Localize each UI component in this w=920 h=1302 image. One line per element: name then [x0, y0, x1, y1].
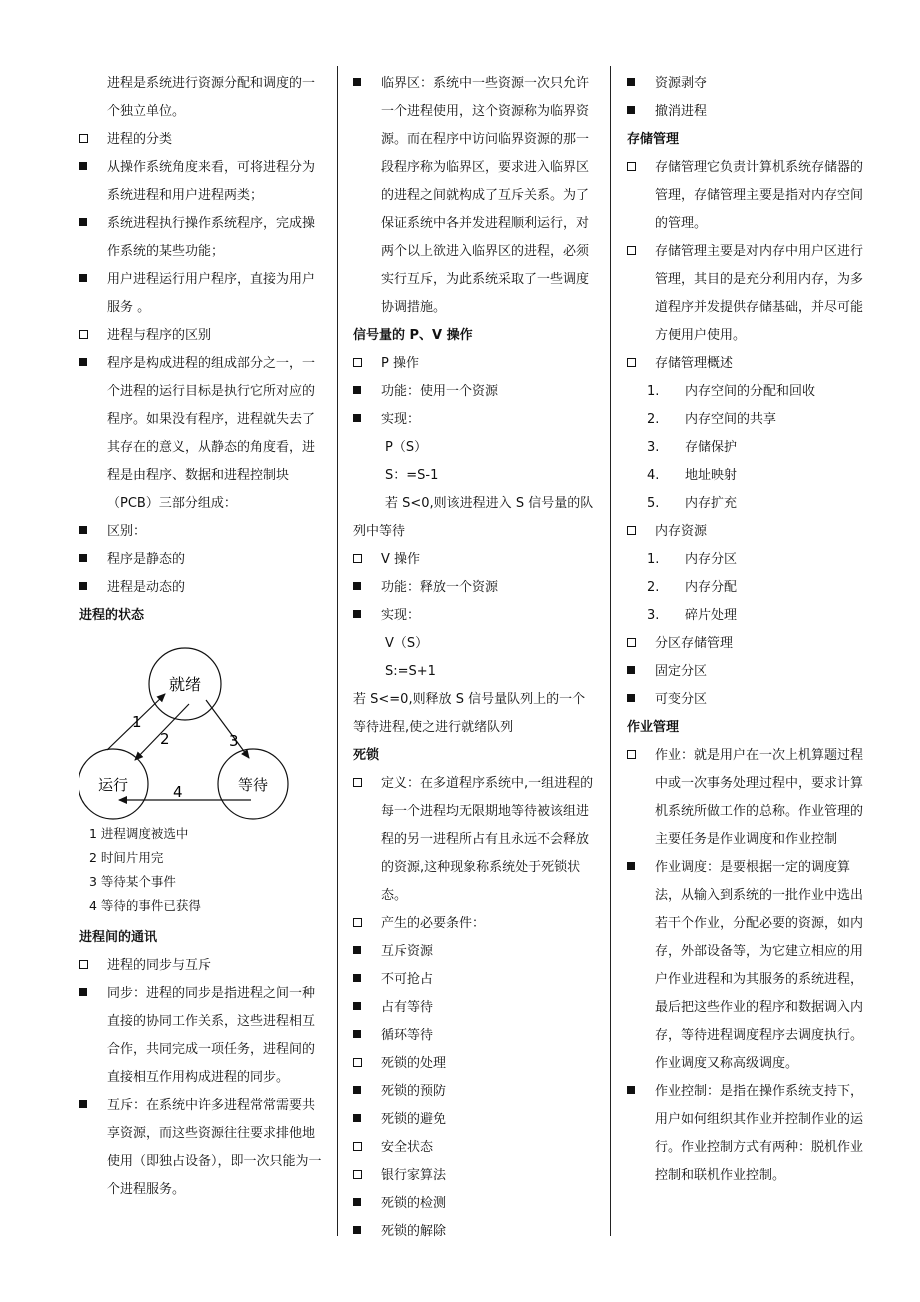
- list-item: [79, 546, 324, 574]
- numbered-item: [627, 602, 872, 630]
- arrow-4-label: 4: [173, 783, 183, 801]
- column-1: [79, 70, 324, 1204]
- list-item: [627, 742, 872, 854]
- open-square-bullet-icon: [353, 1134, 367, 1162]
- column-divider-1: [337, 66, 338, 1236]
- open-square-bullet-icon: [79, 952, 93, 980]
- list-item: [79, 322, 324, 350]
- item-text: 进程的同步与互斥: [107, 958, 212, 973]
- list-item: [79, 154, 324, 210]
- intro-text: 进程是系统进行资源分配和调度的一个独立单位。: [107, 76, 316, 119]
- item-text: 内存资源: [655, 524, 708, 539]
- item-number: 3.: [647, 440, 660, 455]
- list-item: [627, 154, 872, 238]
- item-text: 临界区：系统中一些资源一次只允许一个进程使用，这个资源称为临界资源。而在程序中访问临界资源的那一段程序称为临界区，要求进入临界区的进程之间就构成了互斥关系。为了保证系统中各并发进程顺利运行，对两个以上欲进入临界区的进程，必须实行互斥，为此系统采取了一些调度协调措施。: [381, 76, 590, 315]
- list-item: [79, 210, 324, 266]
- arrow-3-ready-to-waiting: [206, 700, 249, 758]
- filled-square-bullet-icon: [627, 1078, 641, 1106]
- list-item: [353, 1106, 598, 1134]
- filled-square-bullet-icon: [627, 658, 641, 686]
- list-item: [627, 70, 872, 98]
- item-text: 进程的分类: [107, 132, 173, 147]
- list-item: [353, 1134, 598, 1162]
- numbered-item: [627, 490, 872, 518]
- item-number: 2.: [647, 580, 660, 595]
- item-text: 互斥：在系统中许多进程常常需要共享资源，而这些资源往往要求排他地使用（即独占设备），即一次只能为一个进程服务。: [107, 1098, 322, 1197]
- list-item: [353, 1190, 598, 1218]
- v-code-line-1: V（S）: [385, 636, 429, 651]
- filled-square-bullet-icon: [79, 350, 93, 378]
- item-text: 存储管理概述: [655, 356, 734, 371]
- filled-square-bullet-icon: [353, 1218, 367, 1246]
- item-text: 可变分区: [655, 692, 708, 707]
- item-text: 实现：: [381, 412, 421, 427]
- item-text: 内存分区: [685, 552, 738, 567]
- item-text: 死锁的解除: [381, 1224, 447, 1239]
- item-number: 2.: [647, 412, 660, 427]
- open-square-bullet-icon: [353, 1050, 367, 1078]
- list-item: [627, 1078, 872, 1190]
- list-item: [79, 952, 324, 980]
- waiting-label: 等待: [237, 776, 269, 794]
- list-item: [353, 406, 598, 434]
- item-number: 1.: [647, 552, 660, 567]
- column-3: [627, 70, 872, 1190]
- open-square-bullet-icon: [627, 518, 641, 546]
- list-item: [353, 602, 598, 630]
- list-item: [627, 630, 872, 658]
- item-text: 用户进程运行用户程序，直接为用户服务 。: [107, 272, 316, 315]
- item-text: 资源剥夺: [655, 76, 708, 91]
- list-item: [627, 686, 872, 714]
- list-item: [627, 238, 872, 350]
- section-heading-pv: 信号量的 P、V 操作: [353, 328, 473, 343]
- item-text: 内存空间的分配和回收: [685, 384, 816, 399]
- list-item: [79, 518, 324, 546]
- filled-square-bullet-icon: [353, 574, 367, 602]
- open-square-bullet-icon: [627, 742, 641, 770]
- numbered-item: [627, 378, 872, 406]
- section-heading-deadlock: 死锁: [353, 748, 380, 763]
- section-heading-storage: 存储管理: [627, 132, 680, 147]
- filled-square-bullet-icon: [79, 266, 93, 294]
- open-square-bullet-icon: [627, 238, 641, 266]
- list-item: [353, 994, 598, 1022]
- list-item: [353, 1022, 598, 1050]
- item-number: 5.: [647, 496, 660, 511]
- item-text: 死锁的避免: [381, 1112, 447, 1127]
- arrow-2-label: 2: [160, 730, 170, 748]
- process-state-diagram: [79, 632, 324, 822]
- open-square-bullet-icon: [79, 322, 93, 350]
- p-code-line-2: S：=S-1: [385, 468, 439, 483]
- item-text: 系统进程执行操作系统程序，完成操作系统的某些功能；: [107, 216, 316, 259]
- item-text: 存储管理主要是对内存中用户区进行管理，其目的是充分利用内存，为多道程序并发提供存储基础，并尽可能方便用户使用。: [655, 244, 864, 343]
- list-item: [79, 266, 324, 322]
- ready-label: 就绪: [168, 675, 202, 694]
- item-text: 作业：就是用户在一次上机算题过程中或一次事务处理过程中，要求计算机系统所做工作的总称。作业管理的主要任务是作业调度和作业控制: [655, 748, 864, 847]
- filled-square-bullet-icon: [353, 1078, 367, 1106]
- filled-square-bullet-icon: [353, 406, 367, 434]
- item-text: 作业调度：是要根据一定的调度算法，从输入到系统的一批作业中选出若干个作业，分配必要的资源，如内存，外部设备等，为它建立相应的用户作业进程和为其服务的系统进程，最后把这些作业的程序和数据调入内存，等待进程调度程序去调度执行。作业调度又称高级调度。: [655, 860, 864, 1071]
- open-square-bullet-icon: [353, 350, 367, 378]
- list-item: [79, 980, 324, 1092]
- item-text: 地址映射: [685, 468, 738, 483]
- item-number: 1.: [647, 384, 660, 399]
- item-text: 死锁的预防: [381, 1084, 447, 1099]
- filled-square-bullet-icon: [79, 1092, 93, 1120]
- item-text: 定义：在多道程序系统中,一组进程的每一个进程均无限期地等待被该组进程的另一进程所占有且永远不会释放的资源,这种现象称系统处于死锁状态。: [381, 776, 594, 903]
- section-heading-ipc: 进程间的通讯: [79, 930, 158, 945]
- item-text: 循环等待: [381, 1028, 434, 1043]
- list-item: [627, 658, 872, 686]
- item-text: 内存分配: [685, 580, 738, 595]
- filled-square-bullet-icon: [627, 70, 641, 98]
- item-text: 分区存储管理: [655, 636, 734, 651]
- list-item: [353, 378, 598, 406]
- filled-square-bullet-icon: [353, 966, 367, 994]
- item-text: 程序是静态的: [107, 552, 186, 567]
- legend-item: 1 进程调度被选中: [89, 826, 189, 841]
- item-text: 内存扩充: [685, 496, 738, 511]
- item-text: 区别：: [107, 524, 147, 539]
- p-op-list: [353, 350, 598, 434]
- process-list: [79, 126, 324, 602]
- legend-item: 2 时间片用完: [89, 850, 164, 865]
- filled-square-bullet-icon: [353, 602, 367, 630]
- item-text: 进程与程序的区别: [107, 328, 212, 343]
- column-2: [353, 70, 598, 1246]
- item-text: 进程是动态的: [107, 580, 186, 595]
- partition-list: [627, 630, 872, 714]
- numbered-item: [627, 546, 872, 574]
- arrow-3-label: 3: [229, 732, 239, 750]
- v-code-line-2: S:=S+1: [385, 664, 436, 679]
- p-note: 若 S<0,则该进程进入 S 信号量的队列中等待: [353, 496, 594, 539]
- list-item: [79, 574, 324, 602]
- filled-square-bullet-icon: [79, 980, 93, 1008]
- filled-square-bullet-icon: [79, 154, 93, 182]
- item-text: P 操作: [381, 356, 419, 371]
- ipc-list: [79, 952, 324, 1204]
- list-item: [353, 1218, 598, 1246]
- recovery-list: [627, 70, 872, 126]
- item-text: 功能：释放一个资源: [381, 580, 499, 595]
- v-note: 若 S<=0,则释放 S 信号量队列上的一个等待进程,使之进行就绪队列: [353, 692, 586, 735]
- list-item: [79, 126, 324, 154]
- overview-numbered-list: [627, 378, 872, 518]
- list-item: [353, 966, 598, 994]
- item-text: 同步：进程的同步是指进程之间一种直接的协同工作关系，这些进程相互合作，共同完成一项任务，进程间的直接相互作用构成进程的同步。: [107, 986, 316, 1085]
- list-item: [627, 98, 872, 126]
- storage-list: [627, 154, 872, 378]
- item-text: 撤消进程: [655, 104, 708, 119]
- item-text: 功能：使用一个资源: [381, 384, 499, 399]
- open-square-bullet-icon: [627, 154, 641, 182]
- list-item: [353, 910, 598, 938]
- open-square-bullet-icon: [627, 630, 641, 658]
- item-text: 不可抢占: [381, 972, 434, 987]
- item-text: 内存空间的共享: [685, 412, 777, 427]
- numbered-item: [627, 406, 872, 434]
- filled-square-bullet-icon: [79, 518, 93, 546]
- open-square-bullet-icon: [79, 126, 93, 154]
- filled-square-bullet-icon: [79, 546, 93, 574]
- memory-resource-item: [627, 518, 872, 546]
- section-heading-process-state: 进程的状态: [79, 608, 145, 623]
- item-number: 3.: [647, 608, 660, 623]
- item-text: 死锁的检测: [381, 1196, 447, 1211]
- open-square-bullet-icon: [353, 1162, 367, 1190]
- filled-square-bullet-icon: [353, 938, 367, 966]
- filled-square-bullet-icon: [353, 70, 367, 98]
- p-code-line-1: P（S）: [385, 440, 428, 455]
- v-op-list: [353, 546, 598, 630]
- item-text: 产生的必要条件：: [381, 916, 486, 931]
- filled-square-bullet-icon: [353, 1106, 367, 1134]
- numbered-item: [627, 574, 872, 602]
- filled-square-bullet-icon: [353, 378, 367, 406]
- filled-square-bullet-icon: [627, 98, 641, 126]
- filled-square-bullet-icon: [79, 574, 93, 602]
- filled-square-bullet-icon: [627, 686, 641, 714]
- filled-square-bullet-icon: [353, 1022, 367, 1050]
- list-item: [353, 574, 598, 602]
- item-text: 实现：: [381, 608, 421, 623]
- numbered-item: [627, 434, 872, 462]
- numbered-item: [627, 462, 872, 490]
- open-square-bullet-icon: [353, 910, 367, 938]
- list-item: [79, 1092, 324, 1204]
- section-heading-job: 作业管理: [627, 720, 680, 735]
- list-item: [353, 1078, 598, 1106]
- item-text: 程序是构成进程的组成部分之一，一个进程的运行目标是执行它所对应的程序。如果没有程序，进程就失去了其存在的意义，从静态的角度看，进程是由程序、数据和进程控制块（PCB）三部分组成：: [107, 356, 316, 511]
- item-text: 银行家算法: [381, 1168, 447, 1183]
- list-item: [353, 770, 598, 910]
- list-item: [353, 350, 598, 378]
- memory-numbered-list: [627, 546, 872, 630]
- legend-item: 3 等待某个事件: [89, 874, 176, 889]
- deadlock-list: [353, 770, 598, 1246]
- running-label: 运行: [97, 776, 129, 794]
- item-text: 占有等待: [381, 1000, 434, 1015]
- item-number: 4.: [647, 468, 660, 483]
- list-item: [627, 854, 872, 1078]
- job-list: [627, 742, 872, 1190]
- legend-item: 4 等待的事件已获得: [89, 898, 201, 913]
- item-text: 从操作系统角度来看，可将进程分为系统进程和用户进程两类；: [107, 160, 316, 203]
- item-text: 作业控制：是指在操作系统支持下，用户如何组织其作业并控制作业的运行。作业控制方式有两种：脱机作业控制和联机作业控制。: [655, 1084, 864, 1183]
- list-item: [353, 1162, 598, 1190]
- filled-square-bullet-icon: [353, 1190, 367, 1218]
- filled-square-bullet-icon: [627, 854, 641, 882]
- item-text: V 操作: [381, 552, 421, 567]
- state-legend: [79, 822, 324, 918]
- arrow-1-label: 1: [132, 713, 142, 731]
- item-text: 碎片处理: [685, 608, 738, 623]
- list-item: [353, 546, 598, 574]
- list-item: [353, 938, 598, 966]
- column-divider-2: [610, 66, 611, 1236]
- open-square-bullet-icon: [627, 350, 641, 378]
- list-item: [79, 350, 324, 518]
- state-diagram-svg: [79, 632, 324, 822]
- item-text: 固定分区: [655, 664, 708, 679]
- item-text: 死锁的处理: [381, 1056, 447, 1071]
- filled-square-bullet-icon: [79, 210, 93, 238]
- filled-square-bullet-icon: [353, 994, 367, 1022]
- item-text: 安全状态: [381, 1140, 434, 1155]
- open-square-bullet-icon: [353, 546, 367, 574]
- open-square-bullet-icon: [353, 770, 367, 798]
- item-text: 存储管理它负责计算机系统存储器的管理，存储管理主要是指对内存空间的管理。: [655, 160, 864, 231]
- list-item: [353, 1050, 598, 1078]
- critical-section-item: [353, 70, 598, 322]
- item-text: 互斥资源: [381, 944, 434, 959]
- list-item: [627, 350, 872, 378]
- item-text: 存储保护: [685, 440, 738, 455]
